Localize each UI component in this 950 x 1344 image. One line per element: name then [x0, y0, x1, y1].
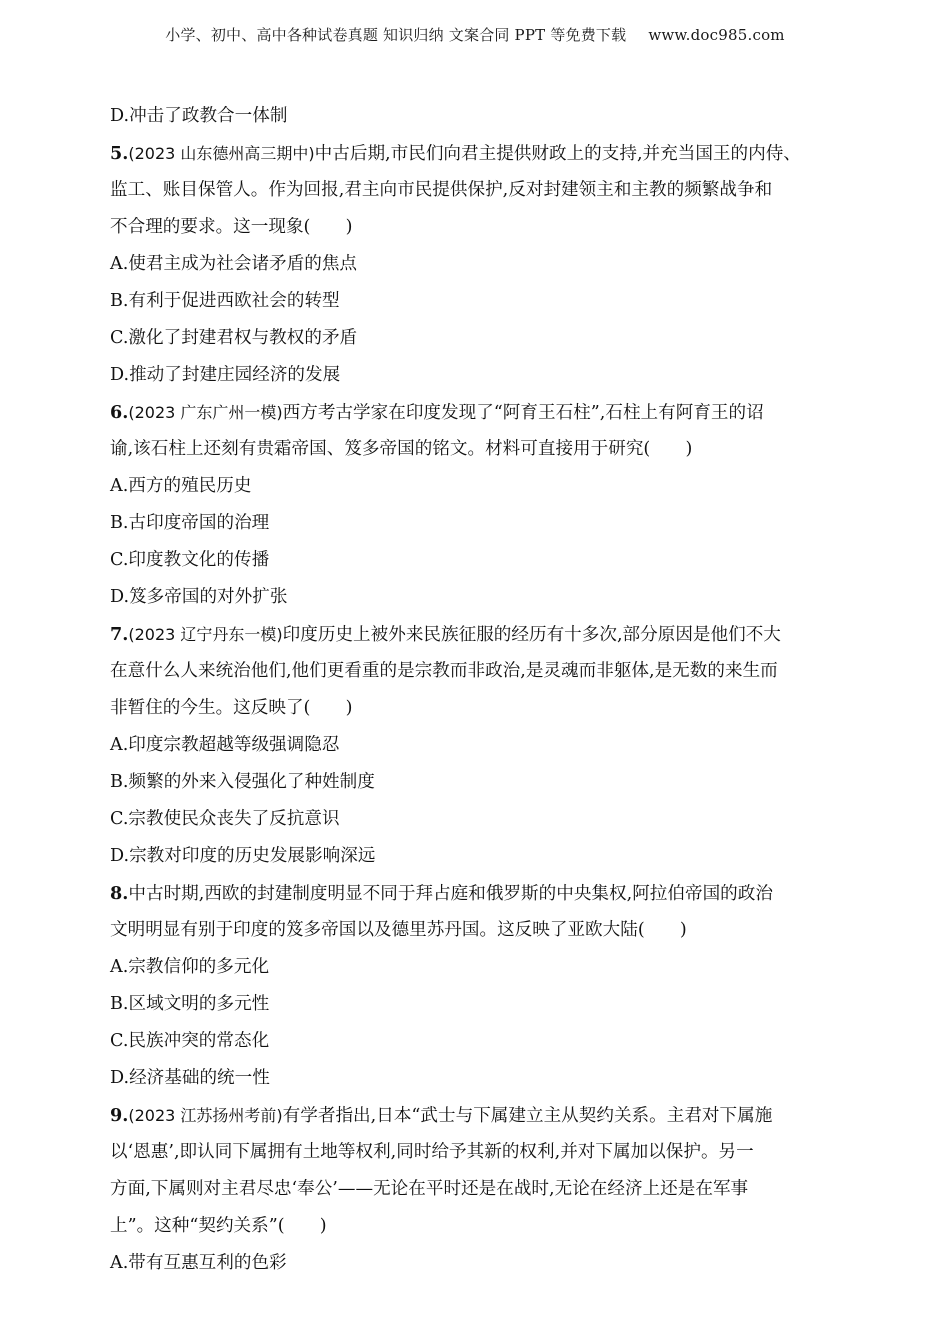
question-source: (2023 江苏扬州考前): [128, 1106, 283, 1125]
option-a: A.西方的殖民历史: [110, 476, 252, 496]
question-stem-line: 在意什么人来统治他们,他们更看重的是宗教而非政治,是灵魂而非躯体,是无数的来生而: [110, 661, 778, 681]
header-site: www.doc985.com: [648, 26, 785, 44]
question-source: (2023 山东德州高三期中): [128, 144, 315, 163]
option-a: A.使君主成为社会诸矛盾的焦点: [110, 254, 358, 274]
question-number: 7.: [110, 624, 129, 645]
option-a: A.宗教信仰的多元化: [110, 957, 270, 977]
stem-text: 西方考古学家在印度发现了“阿育王石柱”,石柱上有阿育王的诏: [282, 403, 764, 423]
question-stem-line: [110, 135, 845, 172]
question-stem-line: 以‘恩惠’,即认同下属拥有土地等权利,同时给予其新的权利,并对下属加以保护。另一: [110, 1142, 754, 1162]
question-number: 5.: [110, 143, 129, 164]
option-c: C.激化了封建君权与教权的矛盾: [110, 328, 358, 348]
option-c: C.民族冲突的常态化: [110, 1031, 270, 1051]
question-6: [110, 394, 845, 616]
question-number: 8.: [110, 883, 129, 904]
option-b: B.区域文明的多元性: [110, 994, 270, 1014]
question-5: [110, 135, 845, 394]
question-stem-line: 方面,下属则对主君尽忠‘奉公’——无论在平时还是在战时,无论在经济上还是在军事: [110, 1179, 749, 1199]
option-d: D.笈多帝国的对外扩张: [110, 587, 288, 607]
stem-text: 中古时期,西欧的封建制度明显不同于拜占庭和俄罗斯的中央集权,阿拉伯帝国的政治: [128, 884, 773, 904]
document-body: [110, 98, 845, 1282]
question-source: (2023 辽宁丹东一模): [128, 625, 283, 644]
stem-text: 有学者指出,日本“武士与下属建立主从契约关系。主君对下属施: [282, 1106, 773, 1126]
header-text: 小学、初中、高中各种试卷真题 知识归纳 文案合同 PPT 等免费下载: [165, 26, 627, 44]
option-a: A.带有互惠互利的色彩: [110, 1253, 287, 1273]
question-stem-line: 非暂住的今生。这反映了( ): [110, 698, 353, 718]
question-8: [110, 875, 845, 1097]
page-header: [0, 24, 950, 45]
previous-option: D.冲击了政教合一体制: [110, 106, 288, 126]
question-7: [110, 616, 845, 875]
question-stem-line: [110, 875, 845, 912]
question-stem-line: 谕,该石柱上还刻有贵霜帝国、笈多帝国的铭文。材料可直接用于研究( ): [110, 439, 693, 459]
option-c: C.宗教使民众丧失了反抗意识: [110, 809, 340, 829]
question-9: [110, 1097, 845, 1282]
question-source: (2023 广东广州一模): [128, 403, 283, 422]
question-stem-line: 上”。这种“契约关系”( ): [110, 1216, 327, 1236]
option-d: D.经济基础的统一性: [110, 1068, 270, 1088]
option-b: B.古印度帝国的治理: [110, 513, 270, 533]
stem-text: 中古后期,市民们向君主提供财政上的支持,并充当国王的内侍、: [314, 144, 801, 164]
stem-text: 印度历史上被外来民族征服的经历有十多次,部分原因是他们不大: [282, 625, 781, 645]
option-c: C.印度教文化的传播: [110, 550, 270, 570]
question-stem-line: [110, 1097, 845, 1134]
option-b: B.有利于促进西欧社会的转型: [110, 291, 340, 311]
question-stem-line: [110, 616, 845, 653]
question-number: 9.: [110, 1105, 129, 1126]
option-a: A.印度宗教超越等级强调隐忍: [110, 735, 340, 755]
option-d: D.推动了封建庄园经济的发展: [110, 365, 341, 385]
question-stem-line: 文明明显有别于印度的笈多帝国以及德里苏丹国。这反映了亚欧大陆( ): [110, 920, 687, 940]
option-d: D.宗教对印度的历史发展影响深远: [110, 846, 376, 866]
question-stem-line: 监工、账目保管人。作为回报,君主向市民提供保护,反对封建领主和主教的频繁战争和: [110, 180, 773, 200]
question-number: 6.: [110, 402, 129, 423]
question-stem-line: 不合理的要求。这一现象( ): [110, 217, 353, 237]
question-stem-line: [110, 394, 845, 431]
option-b: B.频繁的外来入侵强化了种姓制度: [110, 772, 375, 792]
